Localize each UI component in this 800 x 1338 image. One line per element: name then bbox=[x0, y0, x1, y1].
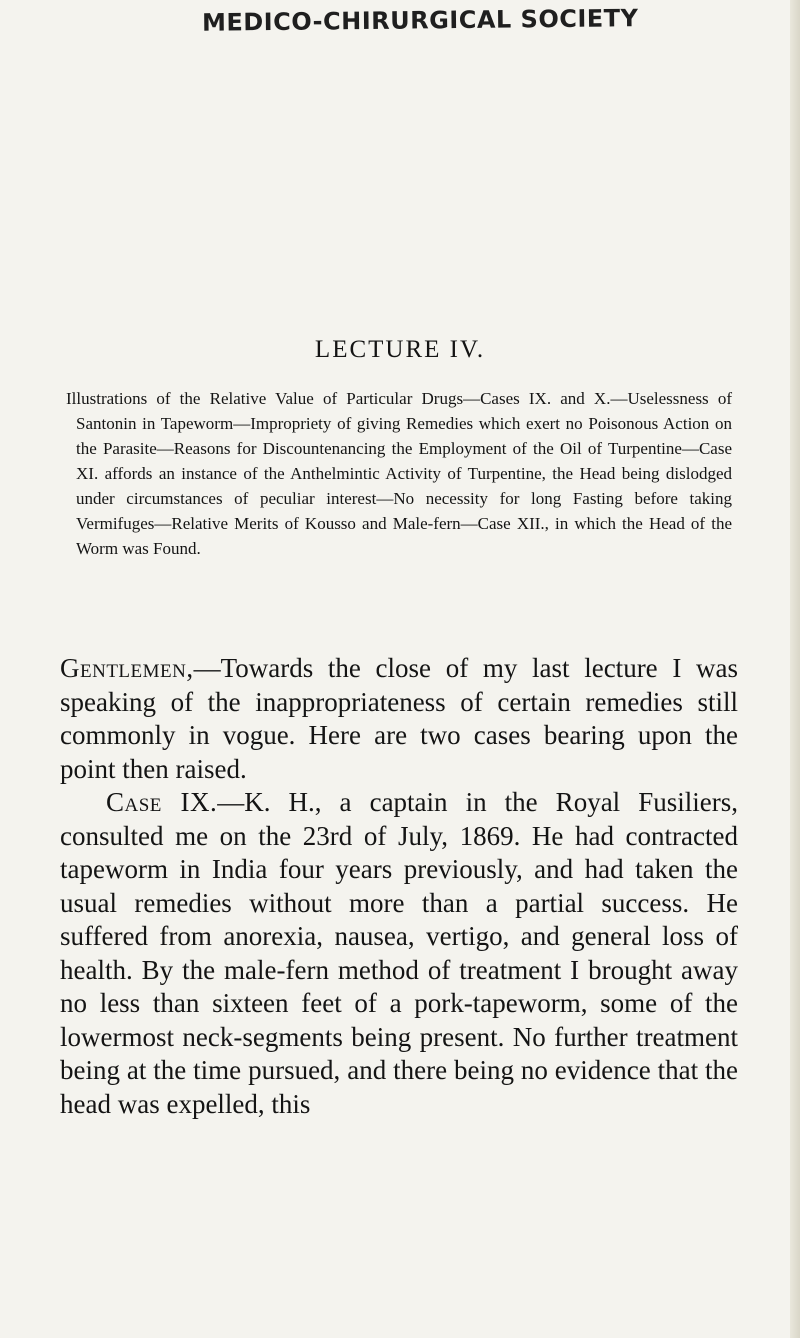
paragraph-lead: Gentlemen, bbox=[60, 653, 194, 683]
lecture-heading: LECTURE IV. bbox=[314, 336, 486, 363]
library-stamp: MEDICO-CHIRURGICAL SOCIETY bbox=[201, 4, 639, 37]
page-edge bbox=[790, 0, 800, 1338]
lecture-synopsis: Illustrations of the Relative Value of Particular Drugs—Cases IX. and X.—Uselessness of Santonin in Tapeworm—Impropriety of giving Remedies which exert no Poisonous Action on the Parasite—Reasons for Discountenancing the Employment of the Oil of Turpentine—Case XI. affords an instance of the Anthelmintic Activity of Turpentine, the Head being dislodged under circumstances of peculiar interest—No necessity for long Fasting before taking Vermifuges—Relative Merits of Kousso and Male-fern—Case XII., in which the Head of the Worm was Found. bbox=[66, 389, 732, 558]
paragraph-case-ix bbox=[60, 786, 738, 1121]
case-lead: Case IX. bbox=[106, 787, 218, 817]
paragraph-text: —Towards the close of my last lecture I was speaking of the inappropriateness of certain remedies still commonly in vogue. Here are two cases bearing upon the point then raised. bbox=[60, 653, 738, 784]
case-text: —K. H., a captain in the Royal Fusiliers, consulted me on the 23rd of July, 1869. He had contracted tapeworm in India four years previously, and had taken the usual remedies without more than a partial success. He suffered from anorexia, nausea, vertigo, and general loss of health. By the male-fern method of treatment I brought away no less than sixteen feet of a pork-tapeworm, some of the lowermost neck-segments being present. No further treatment being at the time pursued, and there being no evidence that the head was expelled, this bbox=[60, 787, 738, 1119]
lecture-body bbox=[60, 652, 738, 1121]
paragraph-gentlemen bbox=[60, 652, 738, 786]
